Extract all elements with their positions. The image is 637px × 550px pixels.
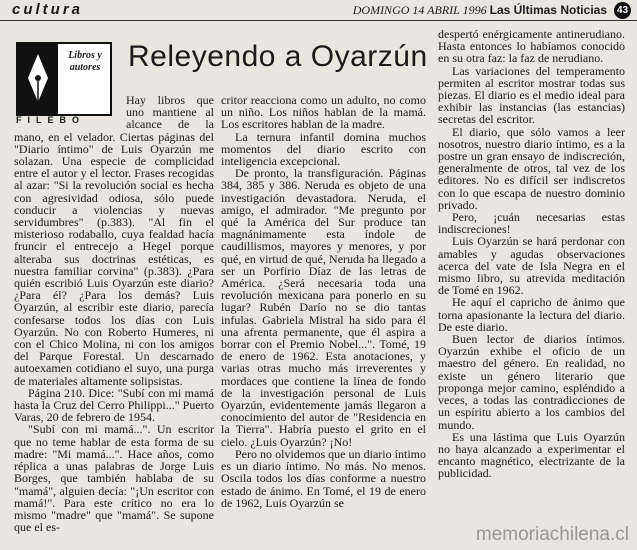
logo-caption: Libros y autores [68,50,102,73]
watermark: memoriachilena.cl [475,524,629,545]
paragraph: despertó enérgicamente antinerudiano. Hasta entonces lo habíamos conocido en su otra faz: la faz de nerudiano. [438,28,625,66]
paragraph: El diario, que sólo vamos a leer nosotros, nuestro diario íntimo, es a la postre un gran ensayo de indiscreción, generalmente de otros, tal vez de los editores. No es difícil ser indiscretos con lo que escapa de nuestro dominio privado. [438,124,625,212]
paragraph: De pronto, la transfiguración. Páginas 384, 385 y 386. Neruda es objeto de una investigación devastadora. Neruda, el amigo, el admirador. "Me pregunto por qué la América del Sur produce tan magnánimamente esta índole de caudillismos, mayores y menores, y por qué, en virtud de qué, Neruda ha llegado a ser un Porfirio Díaz de las letras de América. ¿Será necesaria toda una revolución mexicana para ponerlo en su lugar? Rubén Darío no se dio tantas infulas. Gabriela Mistral ha sido para él una afrenta permanente, que él aspira a borrar con el Premio Nobel...". Tomé, 19 de enero de 1962. Esta anotaciones, y varias otras mucho más irreverentes y mordaces que contiene la línea de fondo de la investigación personal de Luis Oyarzún, evidentemente jamás llegaron a conocimiento del autor de "Residencia en la Tierra". Habría puesto el grito en el cielo. ¿Luis Oyarzún? ¡No! [221,166,426,449]
text-column-1 [14,94,214,550]
paragraph: He aquí el capricho de ánimo que torna apasionante la lectura del diario. De este diario. [438,295,625,334]
article-title: Releyendo a Oyarzún [128,40,428,73]
paragraph: Pero no olvidemos que un diario íntimo es un diario íntimo. No más. No menos. Oscila todos los días conforme a nuestro estado de ánimo. En Tomé, el 19 de enero de 1962, Luis Oyarzún se [221,446,426,510]
page-header [0,0,637,21]
paragraph: Pero, ¡cuán necesarias estas indiscreciones! [438,210,625,237]
section-name: cultura [12,1,84,18]
text-column-2 [221,94,426,550]
author-byline: FILEBO [16,115,85,125]
text-column-3 [438,28,625,550]
paragraph: La ternura infantil domina muchos momentos del diario escrito con inteligencia excepcional. [221,129,426,169]
page-number: 43 [614,2,631,19]
dateline [353,3,607,18]
paragraph: Página 210. Dice: "Subí con mi mamá hasta la Cruz del Cerro Philippi..." Puerto Varas, 20 de febrero de 1954. [14,385,214,425]
paragraph: Las variaciones del temperamento permiten al escritor mostrar todas sus piezas. El diario es el medio ideal para exhibir las instancias (las estancias) secretas del escritor. [438,63,625,127]
paragraph: Hay libros que uno mantiene al alcance de la mano, en el velador. Ciertas páginas del "Diario íntimo" de Luis Oyarzún me solazan. Una especie de complicidad entre el autor y el lector. Frases recogidas al azar: "Si la revolución social es hecha con agresividad odiosa, sólo puede conducir a violencias y nuevas servidumbres" (p.383). "Al fin el misterioso rodaballo, cuya fealdad hacía fruncir el entrecejo a Hegel porque alteraba sus doctrinas estéticas, es nuestra familiar corvina" (p.383). ¿Para quién escribió Luis Oyarzún este diario? ¿Para él? ¿Para los demás? Luis Oyarzún, al escribir este diario, parecía confesarse todos los días con Luis Oyarzún. No con Roberto Humeres, ni con el Chico Molina, ni con los amigos del Parque Forestal. Un descarnado autoexamen cotidiano el suyo, una purga de materiales altamente solipsistas. [14,94,214,388]
paragraph: Buen lector de diarios íntimos. Oyarzún exhibe el oficio de un maestro del género. En realidad, no existe un género literario que proponga mejor camino, espléndido a veces, a todas las contradicciones de un espíritu abierto a los cambios del mundo. [438,332,625,432]
paragraph: Luis Oyarzún se hará perdonar con amables y agudas observaciones acerca del vate de Isla Negra en el mismo libro, su atrevida meditación de Tomé en 1962. [438,234,625,298]
paragraph: "Subí con mi mamá...". Un escritor que no teme hablar de esta forma de su madre: "Mi mamá...". Hace años, como réplica a unas palabras de Jorge Luis Borges, que también hablaba de su "mamá", alguien decía: "¡Un escritor con mamá!". Para este crítico no era lo mismo "madre" que "mamá". Se supone que el es- [14,422,214,535]
paragraph: critor reacciona como un adulto, no como un niño. Los niños hablan de la mamá. Los escritores hablan de la madre. [221,94,426,132]
issue-date: DOMINGO 14 ABRIL 1996 [352,3,487,17]
paragraph: Es una lástima que Luis Oyarzún no haya alcanzado a experimentar el encanto magnético, electrizante de la publicidad. [438,429,625,481]
newspaper-name: Las Últimas Noticias [489,3,607,17]
